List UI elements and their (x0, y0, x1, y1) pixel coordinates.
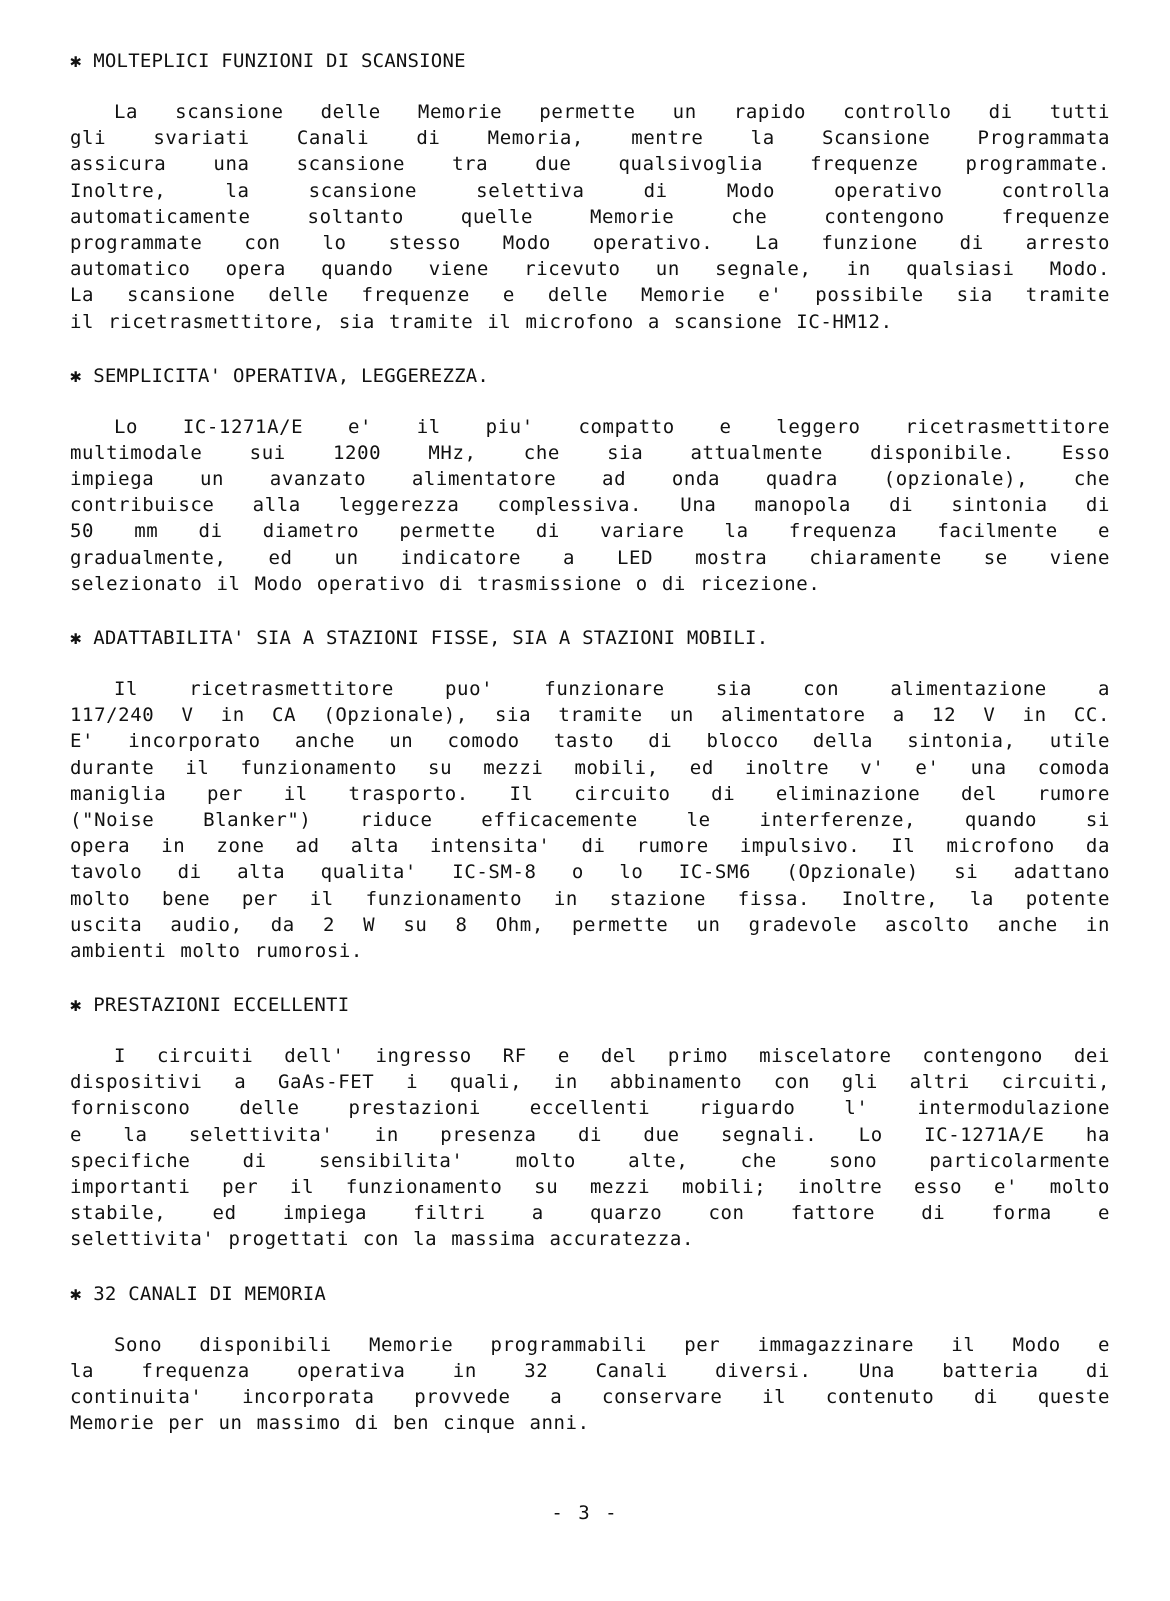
paragraph-line: durante il funzionamento su mezzi mobili, ed inoltre v' e' una comoda (70, 756, 1110, 779)
paragraph-line: importanti per il funzionamento su mezzi mobili; inoltre esso e' molto (70, 1176, 1110, 1198)
paragraph-line: Il ricetrasmettitore puo' funzionare sia con alimentazione a (114, 678, 1110, 700)
paragraph-line: assicura una scansione tra due qualsivoglia frequenze programmate. (70, 153, 1110, 176)
paragraph-line: dispositivi a GaAs-FET i quali, in abbinamento con gli altri circuiti, (70, 1071, 1110, 1094)
section-paragraph (70, 414, 1110, 597)
paragraph-line: uscita audio, da 2 W su 8 Ohm, permette un gradevole ascolto anche in (70, 913, 1110, 936)
paragraph-line: opera in zone ad alta intensita' di rumore impulsivo. Il microfono da (70, 835, 1110, 858)
paragraph-line: gli svariati Canali di Memoria, mentre la Scansione Programmata (70, 127, 1110, 150)
paragraph-line: Lo IC-1271A/E e' il piu' compatto e leggero ricetrasmettitore (114, 415, 1110, 438)
paragraph-line: continuita' incorporata provvede a conservare il contenuto di queste (70, 1385, 1110, 1408)
paragraph-line: La scansione delle Memorie permette un rapido controllo di tutti (114, 101, 1110, 123)
paragraph-line: Inoltre, la scansione selettiva di Modo operativo controlla (70, 179, 1110, 202)
paragraph-line: maniglia per il trasporto. Il circuito di eliminazione del rumore (70, 782, 1110, 805)
paragraph-line: automaticamente soltanto quelle Memorie che contengono frequenze (70, 205, 1110, 228)
paragraph-line: I circuiti dell' ingresso RF e del primo miscelatore contengono dei (114, 1045, 1110, 1068)
paragraph-line: Memorie per un massimo di ben cinque anni. (70, 1412, 590, 1435)
paragraph-line: gradualmente, ed un indicatore a LED mostra chiaramente se viene (70, 546, 1110, 569)
paragraph-line: il ricetrasmettitore, sia tramite il microfono a scansione IC-HM12. (70, 310, 893, 333)
section-heading: ✱ MOLTEPLICI FUNZIONI DI SCANSIONE (70, 50, 466, 72)
paragraph-line: selezionato il Modo operativo di trasmissione o di ricezione. (70, 572, 821, 595)
paragraph-line: la frequenza operativa in 32 Canali diversi. Una batteria di (70, 1359, 1110, 1382)
paragraph-line: 50 mm di diametro permette di variare la frequenza facilmente e (70, 520, 1110, 543)
paragraph-line: molto bene per il funzionamento in stazione fissa. Inoltre, la potente (70, 887, 1110, 910)
paragraph-line: 117/240 V in CA (Opzionale), sia tramite un alimentatore a 12 V in CC. (70, 704, 1110, 727)
paragraph-line: E' incorporato anche un comodo tasto di blocco della sintonia, utile (70, 730, 1110, 753)
section (70, 48, 1110, 335)
paragraph-line: tavolo di alta qualita' IC-SM-8 o lo IC-SM6 (Opzionale) si adattano (70, 861, 1110, 884)
section-heading: ✱ ADATTABILITA' SIA A STAZIONI FISSE, SIA A STAZIONI MOBILI. (70, 627, 769, 649)
paragraph-line: selettivita' progettati con la massima accuratezza. (70, 1228, 694, 1251)
section-heading: ✱ PRESTAZIONI ECCELLENTI (70, 994, 350, 1017)
section-paragraph (70, 1043, 1110, 1253)
paragraph-line: ("Noise Blanker") riduce efficacemente le interferenze, quando si (70, 808, 1110, 831)
section (70, 363, 1110, 597)
paragraph-line: e la selettivita' in presenza di due segnali. Lo IC-1271A/E ha (70, 1123, 1110, 1146)
paragraph-line: programmate con lo stesso Modo operativo. La funzione di arresto (70, 231, 1110, 254)
paragraph-line: automatico opera quando viene ricevuto un segnale, in qualsiasi Modo. (70, 258, 1110, 281)
section (70, 1281, 1110, 1437)
paragraph-line: contribuisce alla leggerezza complessiva. Una manopola di sintonia di (70, 494, 1110, 517)
document-page (70, 48, 1110, 1464)
section-heading: ✱ 32 CANALI DI MEMORIA (70, 1282, 327, 1305)
paragraph-line: forniscono delle prestazioni eccellenti riguardo l' intermodulazione (70, 1097, 1110, 1120)
paragraph-line: Sono disponibili Memorie programmabili per immagazzinare il Modo e (114, 1333, 1110, 1356)
section (70, 625, 1110, 964)
paragraph-line: specifiche di sensibilita' molto alte, che sono particolarmente (70, 1149, 1110, 1172)
section-heading: ✱ SEMPLICITA' OPERATIVA, LEGGEREZZA. (70, 364, 490, 387)
section (70, 992, 1110, 1253)
section-paragraph (70, 676, 1110, 964)
paragraph-line: stabile, ed impiega filtri a quarzo con fattore di forma e (70, 1202, 1110, 1225)
paragraph-line: impiega un avanzato alimentatore ad onda quadra (opzionale), che (70, 468, 1110, 491)
section-paragraph (70, 99, 1110, 335)
section-paragraph (70, 1332, 1110, 1437)
paragraph-line: multimodale sui 1200 MHz, che sia attualmente disponibile. Esso (70, 441, 1110, 464)
page-number: - 3 - (551, 1502, 619, 1524)
paragraph-line: La scansione delle frequenze e delle Memorie e' possibile sia tramite (70, 284, 1110, 307)
paragraph-line: ambienti molto rumorosi. (70, 939, 363, 962)
